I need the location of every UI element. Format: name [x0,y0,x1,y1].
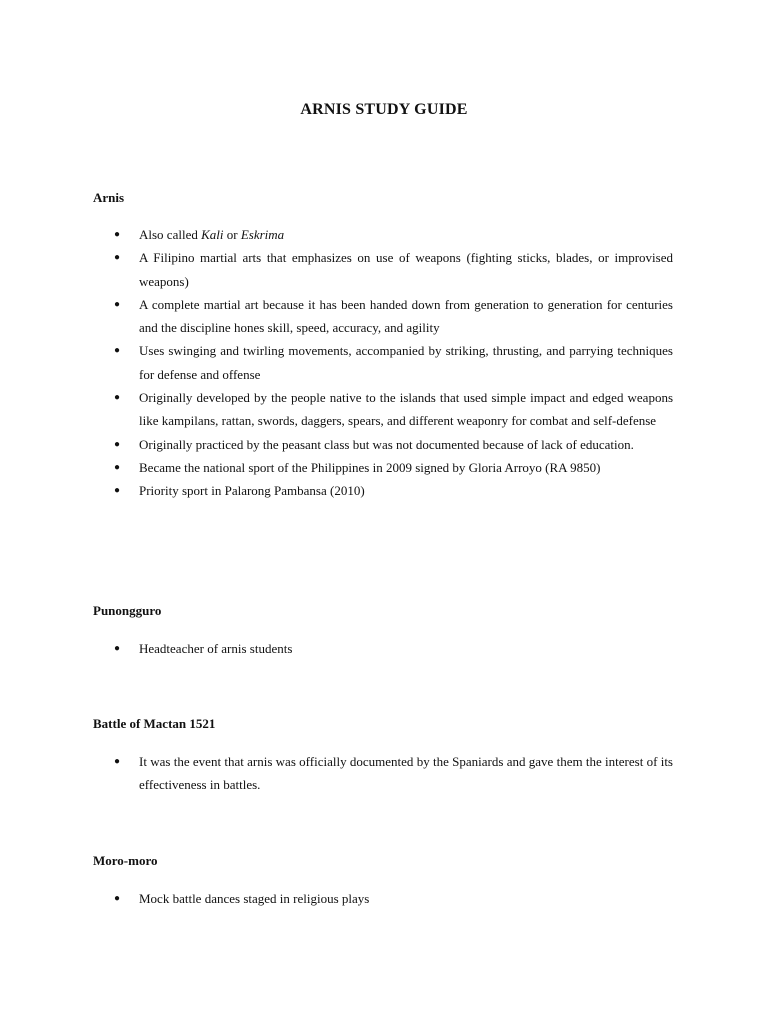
list-item-text [139,479,673,502]
moro-moro-bullet-list [93,887,673,910]
italic-term: Kali [201,227,224,242]
text-run: Originally developed by the people native to the islands that used simple impact and edged weapons like kampilans, rattan, swords, daggers, spears, and different weaponry for combat and self-defense [139,390,673,429]
list-item [93,433,673,456]
list-item [93,637,673,660]
text-run: or [223,227,241,242]
list-item [93,456,673,479]
italic-term: Eskrima [240,227,285,242]
bullet-icon: ● [114,298,121,310]
list-item [93,293,673,340]
list-item [93,223,673,246]
list-item-text [139,339,673,386]
list-item [93,339,673,386]
text-run: Originally practiced by the peasant class but was not documented because of lack of education. [139,436,634,452]
list-item [93,479,673,502]
text-run: A complete martial art because it has been handed down from generation to generation for centuries and the discipline hones skill, speed, accuracy, and agility [139,296,673,336]
bullet-icon: ● [114,392,121,404]
list-item-text [139,637,673,660]
list-item-text [139,386,673,433]
list-item-text [139,887,673,910]
arnis-bullet-list [93,223,673,503]
text-run: Also called [139,227,202,242]
list-item [93,246,673,293]
text-run: Mock battle dances staged in religious plays [139,891,370,906]
text-run: Headteacher of arnis students [139,641,293,656]
bullet-icon: ● [114,438,121,450]
list-item-text [139,223,673,246]
section-heading-moro-moro: Moro-moro [93,853,158,868]
punongguro-bullet-list [93,637,673,660]
text-run: It was the event that arnis was officially documented by the Spaniards and gave them the interest of its effectiveness in battles. [139,754,673,793]
list-item-text [139,293,673,340]
page-title: ARNIS STUDY GUIDE [300,101,468,118]
bullet-icon: ● [114,229,121,240]
list-item-text [139,246,673,293]
text-run: Uses swinging and twirling movements, accompanied by striking, thrusting, and parrying techniques for defense and offense [139,343,673,382]
bullet-icon: ● [114,345,121,357]
list-item-text [139,456,673,479]
text-run: Became the national sport of the Philippines in 2009 signed by Gloria Arroyo (RA 9850) [139,459,601,475]
bullet-icon: ● [114,893,121,904]
section-heading-arnis: Arnis [93,190,125,205]
text-run: Priority sport in Palarong Pambansa (2010) [139,483,365,499]
bullet-icon: ● [114,461,121,473]
bullet-icon: ● [114,643,121,654]
list-item [93,887,673,910]
list-item-text [139,750,673,797]
bullet-icon: ● [114,252,121,264]
bullet-icon: ● [114,485,121,497]
text-run: A Filipino martial arts that emphasizes on use of weapons (fighting sticks, blades, or improvised weapons) [139,250,673,289]
section-heading-battle-of-mactan: Battle of Mactan 1521 [93,716,216,731]
list-item-text [139,433,673,456]
bullet-icon: ● [114,756,121,767]
battle-of-mactan-bullet-list [93,750,673,797]
list-item [93,750,673,797]
section-heading-punongguro: Punongguro [93,603,162,618]
list-item [93,386,673,433]
